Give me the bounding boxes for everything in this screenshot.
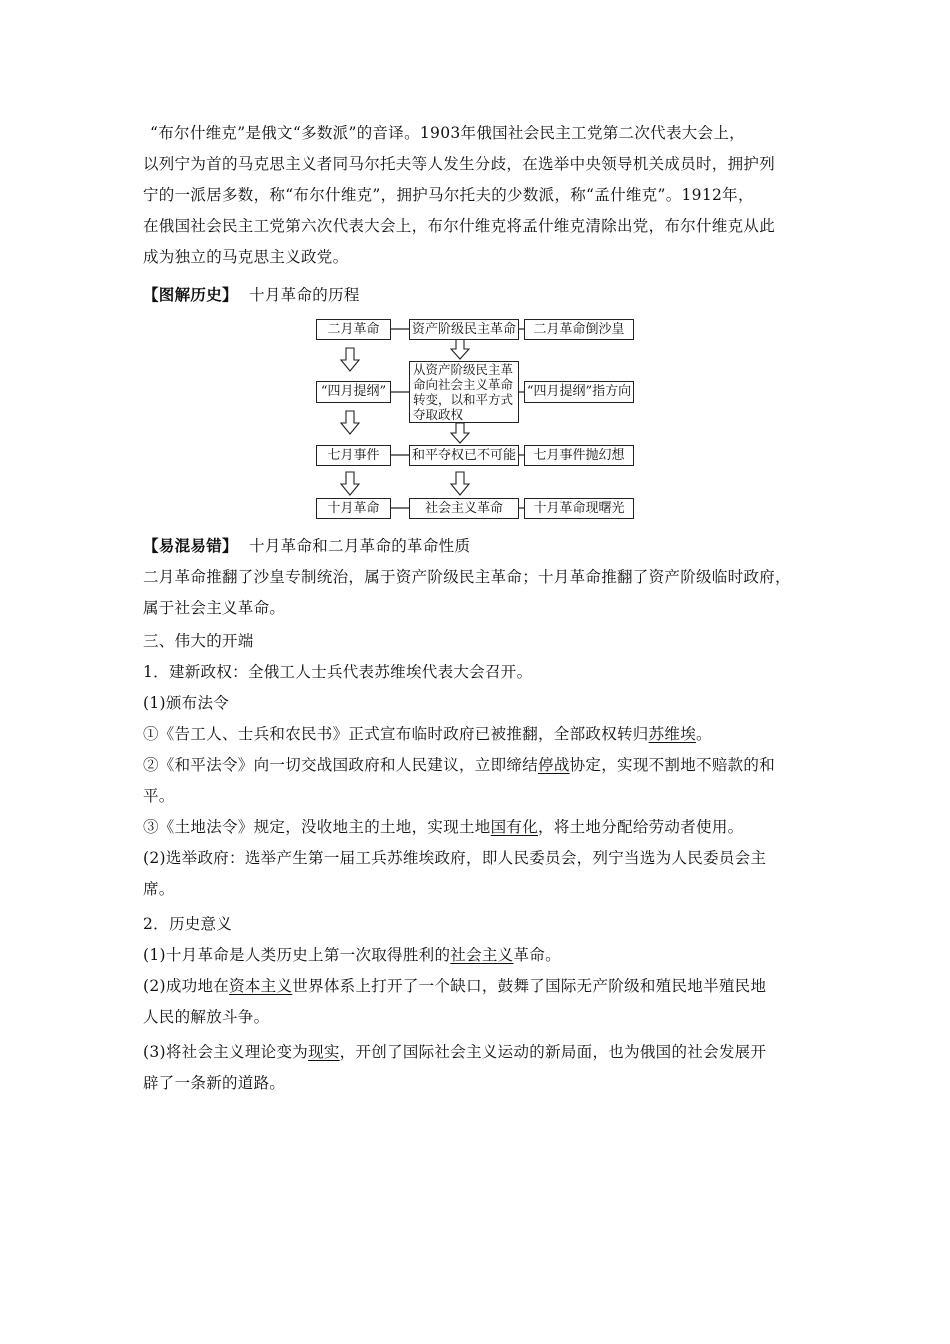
decree-1: ①《告工人、士兵和农民书》正式宣布临时政府已被推翻，全部政权转归苏维埃。 [143, 725, 712, 743]
item-2: 2．历史意义 [143, 915, 233, 933]
answer-underline: 停战 [538, 756, 570, 774]
section-3-heading: 三、伟大的开端 [143, 632, 254, 650]
flow-mid-bourgeois: 资产阶级民主革命 [409, 319, 519, 340]
answer-underline: 苏维埃 [648, 725, 697, 743]
flow-left-april: “四月提纲” [316, 381, 391, 403]
flow-left-oct: 十月革命 [316, 498, 391, 519]
significance-2: (2)成功地在资本主义世界体系上打开了一个缺口，鼓舞了国际无产阶级和殖民地半殖民地 [143, 977, 767, 995]
flow-mid-peaceful-impossible: 和平夺权已不可能 [409, 445, 519, 466]
arrow-down-icon [451, 472, 469, 495]
answer-underline: 资本主义 [229, 977, 293, 995]
arrow-down-icon [451, 423, 469, 443]
flow-mid-transition: 从资产阶级民主革 命向社会主义革命 转变，以和平方式 夺取政权 [409, 361, 519, 423]
arrow-down-icon [341, 411, 359, 434]
flow-left-july: 七月事件 [316, 445, 391, 466]
significance-3: (3)将社会主义理论变为现实，开创了国际社会主义运动的新局面，也为俄国的社会发展开 [143, 1043, 767, 1061]
item-1-1: (1)颁布法令 [143, 694, 230, 712]
confusion-heading-title: 十月革命和二月革命的革命性质 [249, 537, 471, 555]
answer-underline: 社会主义 [450, 946, 514, 964]
diagram-heading-tag: 【图解历史】 [143, 285, 238, 304]
significance-1: (1)十月革命是人类历史上第一次取得胜利的社会主义革命。 [143, 946, 561, 964]
arrow-down-icon [341, 472, 359, 495]
intro-line-5: 成为独立的马克思主义政党。 [143, 248, 349, 266]
item-1: 1．建新政权：全俄工人士兵代表苏维埃代表大会召开。 [143, 663, 533, 681]
answer-underline: 国有化 [490, 818, 539, 836]
item-1-2-cont: 席。 [143, 880, 175, 898]
answer-underline: 现实 [308, 1043, 340, 1061]
confusion-heading [143, 534, 470, 556]
confusion-text-1: 二月革命推翻了沙皇专制统治，属于资产阶级民主革命；十月革命推翻了资产阶级临时政府， [143, 568, 791, 586]
flow-right-april: “四月提纲”指方向 [524, 381, 634, 403]
intro-line-4: 在俄国社会民主工党第六次代表大会上，布尔什维克将孟什维克清除出党，布尔什维克从此 [143, 217, 776, 235]
confusion-heading-tag: 【易混易错】 [143, 536, 238, 555]
arrow-down-icon [341, 348, 359, 371]
item-1-2: (2)选举政府：选举产生第一届工兵苏维埃政府，即人民委员会，列宁当选为人民委员会主 [143, 849, 767, 867]
intro-line-1: “布尔什维克”是俄文“多数派”的音译。1903年俄国社会民主工党第二次代表大会上， [150, 124, 745, 142]
decree-2: ②《和平法令》向一切交战国政府和人民建议，立即缔结停战协定，实现不割地不赔款的和 [143, 756, 776, 774]
diagram-heading-title: 十月革命的历程 [249, 286, 360, 304]
arrow-down-icon [451, 339, 469, 359]
decree-3: ③《土地法令》规定，没收地主的土地，实现土地国有化，将土地分配给劳动者使用。 [143, 818, 744, 836]
flow-right-july: 七月事件抛幻想 [524, 445, 634, 466]
flow-right-oct: 十月革命现曙光 [524, 498, 634, 519]
decree-2-cont: 平。 [143, 787, 175, 805]
flow-right-feb: 二月革命倒沙皇 [524, 319, 634, 340]
significance-3-cont: 辟了一条新的道路。 [143, 1074, 286, 1092]
intro-line-2: 以列宁为首的马克思主义者同马尔托夫等人发生分歧，在选举中央领导机关成员时，拥护列 [143, 155, 776, 173]
confusion-text-2: 属于社会主义革命。 [143, 599, 286, 617]
flow-left-feb: 二月革命 [316, 319, 391, 340]
flow-mid-socialist: 社会主义革命 [409, 498, 519, 519]
intro-line-3: 宁的一派居多数，称“布尔什维克”，拥护马尔托夫的少数派，称“孟什维克”。1912年， [143, 186, 754, 204]
significance-2-cont: 人民的解放斗争。 [143, 1008, 270, 1026]
